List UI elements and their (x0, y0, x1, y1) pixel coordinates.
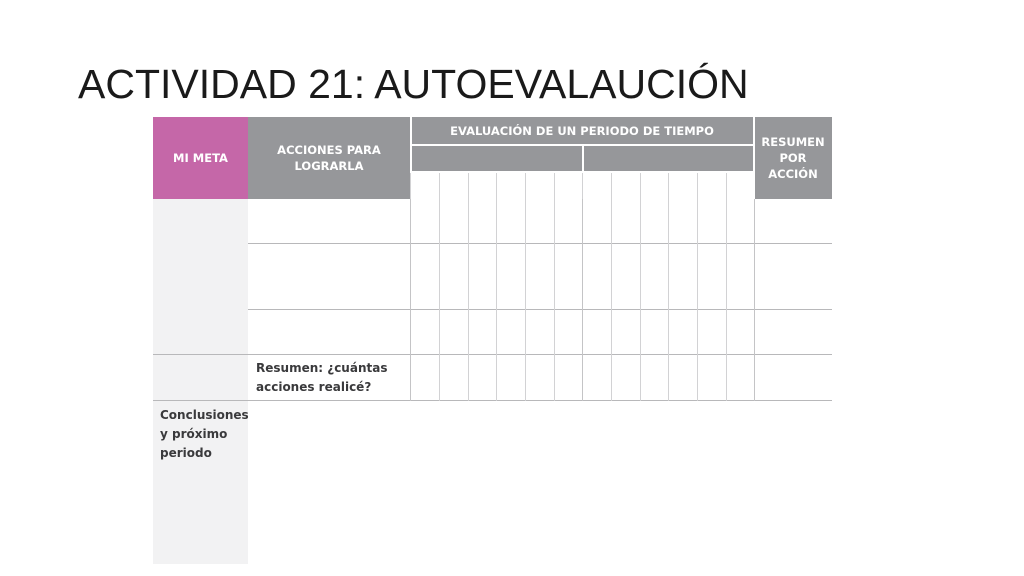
day-column-line (468, 173, 469, 401)
header-divider (753, 117, 755, 199)
day-column-line (525, 173, 526, 401)
conclusions-label: Conclusiones y próximo periodo (160, 408, 249, 460)
day-column-line (439, 173, 440, 401)
header-divider (582, 145, 584, 172)
day-column-line (611, 173, 612, 401)
row-divider (153, 354, 832, 355)
row-divider (248, 309, 832, 310)
row-divider (248, 243, 832, 244)
day-column-line (582, 173, 583, 199)
column-divider (410, 199, 411, 401)
slide-title: ACTIVIDAD 21: AUTOEVALAUCIÓN (78, 61, 749, 107)
actions-header-label: ACCIONES PARA LOGRARLA (277, 143, 381, 173)
row-divider (153, 400, 832, 401)
day-column-line (640, 173, 641, 401)
summary-row-label: Resumen: ¿cuántas acciones realicé? (256, 361, 388, 394)
column-divider (754, 199, 755, 401)
day-column-line (668, 173, 669, 401)
day-column-line (410, 173, 411, 199)
goal-header-label: MI META (173, 151, 228, 165)
day-column-line (697, 173, 698, 401)
day-column-line (726, 173, 727, 401)
column-divider (582, 199, 583, 401)
goal-body-cell[interactable] (153, 199, 248, 401)
summary-header-label: RESUMEN POR ACCIÓN (761, 135, 825, 181)
day-column-line (554, 173, 555, 401)
day-column-line (496, 173, 497, 401)
evaluation-header-label: EVALUACIÓN DE UN PERIODO DE TIEMPO (450, 124, 714, 138)
